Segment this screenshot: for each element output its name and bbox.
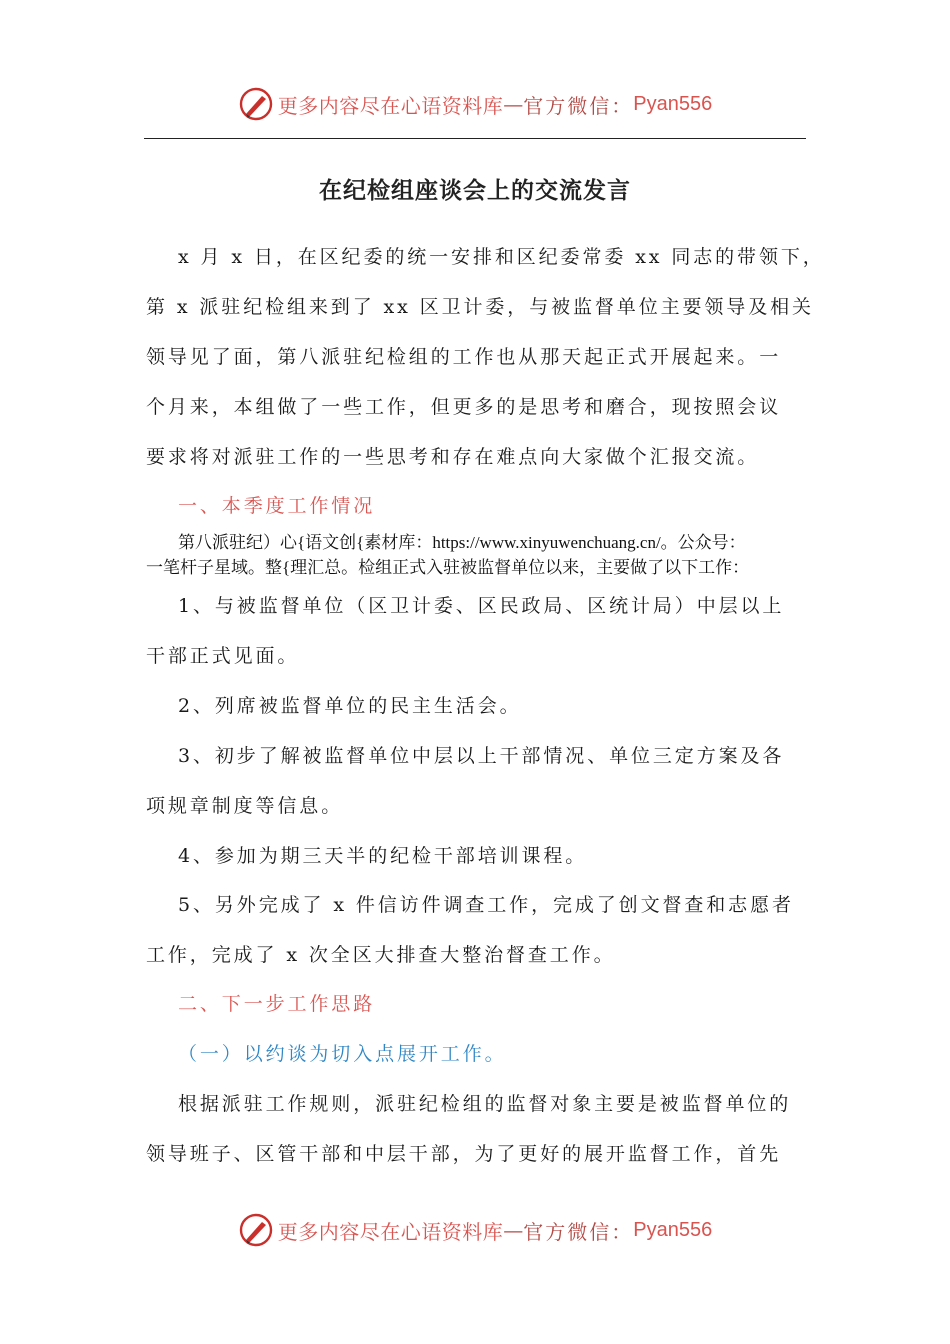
body-line: x 月 x 日，在区纪委的统一安排和区纪委常委 xx 同志的带领下， — [178, 246, 825, 268]
banner-official-label: 官方微信： — [523, 93, 634, 118]
document-title: 在纪检组座谈会上的交流发言 — [319, 178, 631, 204]
footer-banner — [0, 1210, 950, 1250]
list-item-continuation: 工作，完成了 x 次全区大排查大整治督查工作。 — [146, 944, 616, 966]
body-line: 个月来，本组做了一些工作，但更多的是思考和磨合，现按照会议 — [146, 396, 782, 418]
banner-brand-text: 更多内容尽在心语资料库 — [277, 1219, 504, 1244]
banner-official-label: 官方微信： — [523, 1219, 634, 1244]
body-line: 第 x 派驻纪检组来到了 xx 区卫计委，与被监督单位主要领导及相关 — [146, 296, 814, 318]
body-line: 领导班子、区管干部和中层干部，为了更好的展开监督工作，首先 — [146, 1143, 782, 1165]
header-divider — [144, 138, 806, 139]
list-item: 4、参加为期三天半的纪检干部培训课程。 — [178, 845, 588, 867]
body-line: 领导见了面，第八派驻纪检组的工作也从那天起正式开展起来。一 — [146, 346, 782, 368]
body-line: 第八派驻纪）心{语文创{素材库：https://www.xinyuwenchuang.cn/。公众号： — [178, 533, 746, 552]
list-item: 1、与被监督单位（区卫计委、区民政局、区统计局）中层以上 — [178, 595, 785, 617]
banner-wechat-id: Pyan556 — [633, 1218, 713, 1241]
pen-logo-icon — [238, 1212, 274, 1248]
header-banner — [0, 84, 950, 124]
banner-brand-text: 更多内容尽在心语资料库 — [277, 93, 504, 118]
list-item-continuation: 干部正式见面。 — [146, 645, 300, 667]
list-item-continuation: 项规章制度等信息。 — [146, 795, 344, 817]
body-line: 要求将对派驻工作的一些思考和存在难点向大家做个汇报交流。 — [146, 446, 760, 468]
section-heading-1: 一、本季度工作情况 — [178, 495, 376, 517]
section-heading-2: 二、下一步工作思路 — [178, 993, 376, 1015]
subsection-heading: （一）以约谈为切入点展开工作。 — [178, 1043, 507, 1065]
list-item: 3、初步了解被监督单位中层以上干部情况、单位三定方案及各 — [178, 745, 785, 767]
pen-logo-icon — [238, 86, 274, 122]
banner-wechat-id: Pyan556 — [633, 92, 713, 115]
body-line: 一笔杆子星域。整{理汇总。检组正式入驻被监督单位以来，主要做了以下工作： — [146, 558, 750, 577]
list-item: 5、另外完成了 x 件信访件调查工作，完成了创文督查和志愿者 — [178, 894, 794, 916]
body-line: 根据派驻工作规则，派驻纪检组的监督对象主要是被监督单位的 — [178, 1093, 792, 1115]
banner-separator: — — [503, 1218, 524, 1242]
banner-separator: — — [503, 92, 524, 116]
list-item: 2、列席被监督单位的民主生活会。 — [178, 695, 522, 717]
